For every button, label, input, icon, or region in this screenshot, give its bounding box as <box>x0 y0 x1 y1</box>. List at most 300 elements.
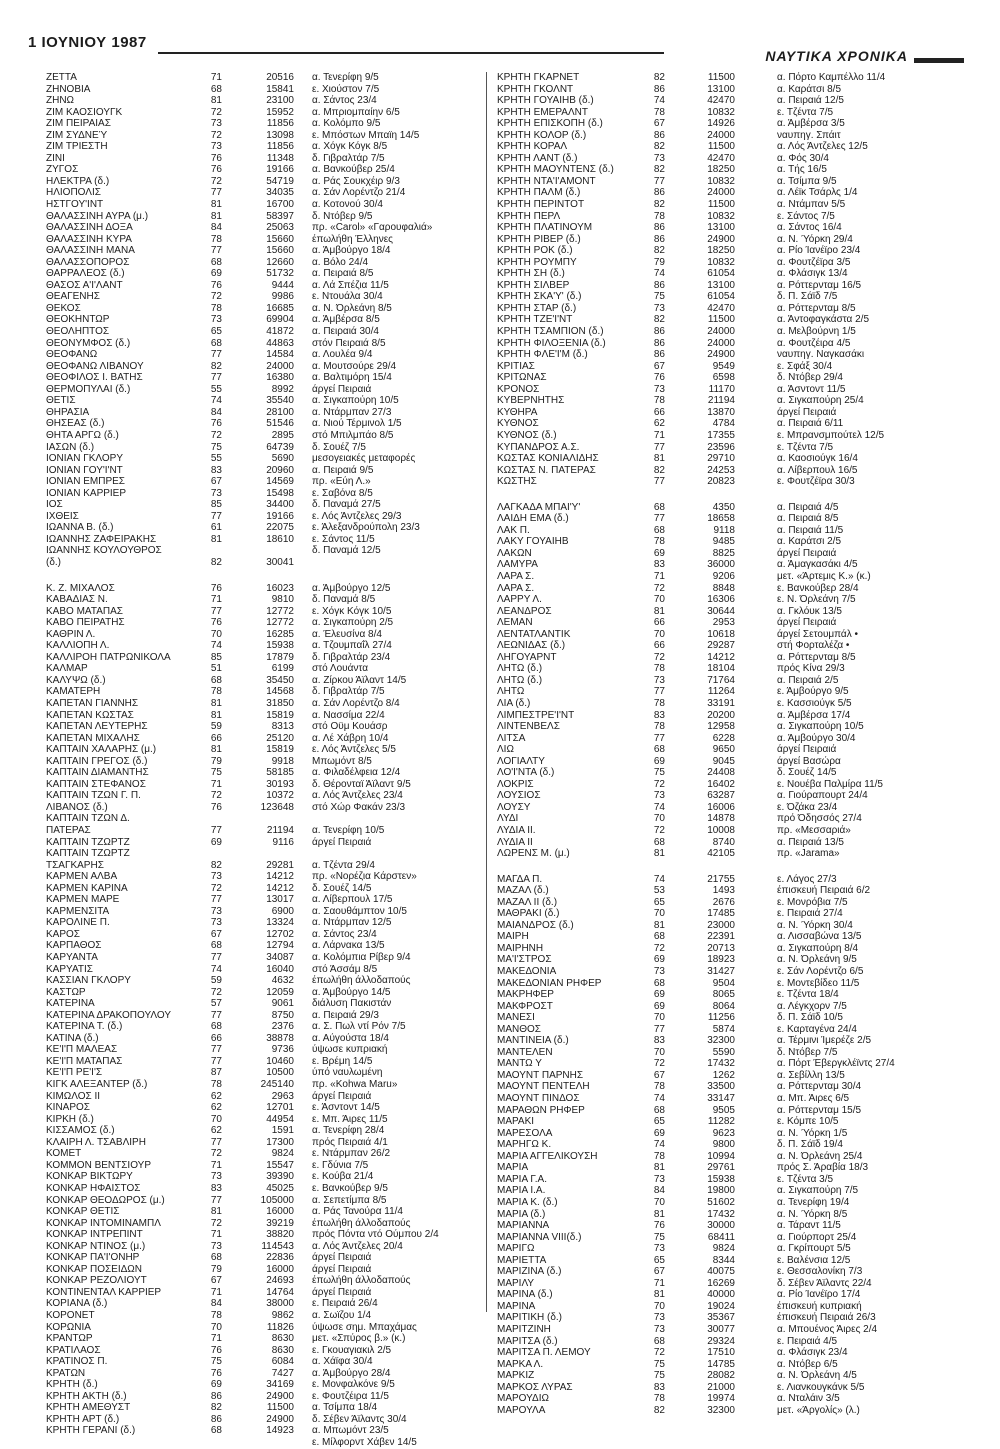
ship-name: ΜΑΡΙΑΝΝΑ VIII(δ.) <box>497 1231 582 1243</box>
ship-year: 79 <box>210 1263 222 1275</box>
ship-tonnage: 18610 <box>266 533 294 545</box>
ship-tonnage: 8992 <box>271 383 294 395</box>
ship-position: ε. Χιούστον 7/5 <box>312 83 380 95</box>
ship-year: 76 <box>210 164 222 176</box>
group-gap <box>497 488 951 502</box>
ship-year: 76 <box>210 279 222 291</box>
ship-year: 82 <box>210 556 222 568</box>
ship-year: 72 <box>210 106 222 118</box>
ship-tonnage: 15819 <box>266 744 294 756</box>
ship-name: ΙΟΝΙΑΝ ΓΚΛΟΡΥ <box>46 453 123 465</box>
ship-position: ε. Τζέντα 18/4 <box>777 989 839 1001</box>
ship-position: δ. Παναμά 8/5 <box>312 594 376 606</box>
ship-name: ΚΑΡΥΑΤΙΣ <box>46 963 93 975</box>
ship-year: 57 <box>210 998 222 1010</box>
ship-name: ΚΟΡΟΝΕΤ <box>46 1309 95 1321</box>
ship-name: ΚΟΝΚΑΡ ΠΟΣΕΙΔΩΝ <box>46 1263 142 1275</box>
ship-year: 82 <box>653 72 665 83</box>
ship-tonnage: 18250 <box>707 245 735 257</box>
page-header <box>28 28 964 62</box>
ship-row <box>46 153 454 165</box>
ship-name: ΛΕΝΤΑΤΛΑΝΤΙΚ <box>497 628 571 640</box>
ship-name: ΛΟΓΙΑΛΤΥ <box>497 755 545 767</box>
ship-year: 66 <box>653 640 665 652</box>
ship-name: ΚΑΡΟΛΙΝΕ Π. <box>46 917 110 929</box>
ship-tonnage: 114543 <box>261 1240 294 1252</box>
ship-tonnage: 8630 <box>271 1333 294 1345</box>
ship-position: α. Καοσιούγκ 16/4 <box>777 453 858 465</box>
ship-year: 75 <box>210 441 222 453</box>
ship-position: μεσογειακές μεταφορές <box>312 453 416 465</box>
ship-year: 73 <box>210 141 222 153</box>
ship-year: 76 <box>210 801 222 813</box>
ship-name: ΘΑΡΡΑΛΕΟΣ (δ.) <box>46 268 125 280</box>
ship-tonnage: 34035 <box>266 187 294 199</box>
ship-tonnage: 38878 <box>266 1032 294 1044</box>
ship-name: ΚΑΣΣΙΑΝ ΓΚΛΟΡΥ <box>46 975 131 987</box>
ship-position: ε. Σαβόνα 8/5 <box>312 487 373 499</box>
ship-row <box>497 361 951 373</box>
ship-name: ΚΛΑΙΡΗ Λ. ΤΣΑΒΛΙΡΗ <box>46 1136 146 1148</box>
ship-position: ε. Ντάρμπαν 26/2 <box>312 1148 391 1160</box>
ship-position: α. Σάντος 16/4 <box>777 222 842 234</box>
ship-name: ΜΑΡΙΑ Γ.Α. <box>497 1173 547 1185</box>
ship-row <box>46 245 454 257</box>
ship-year: 76 <box>653 1220 665 1232</box>
ship-name: ΚΡΗΤΗ ΦΛΕ'Ι'Μ (δ.) <box>497 349 588 361</box>
ship-row <box>46 499 454 511</box>
ship-name: ΖΥΓΟΣ <box>46 164 79 176</box>
ship-row <box>46 361 454 373</box>
ship-year: 81 <box>653 605 665 617</box>
ship-name: ΛΟΥΣΙΟΣ <box>497 790 541 802</box>
ship-row <box>497 954 951 966</box>
ship-tonnage: 24000 <box>707 187 735 199</box>
ship-year: 82 <box>653 1404 665 1416</box>
ship-year: 86 <box>653 129 665 141</box>
ship-name: ΛΗΤΩ (δ.) <box>497 663 543 675</box>
ship-position: στό Μπιλμπάο 8/5 <box>312 429 394 441</box>
ship-name: ΚΡΗΤΗ ΑΜΕΘΥΣΤ <box>46 1402 131 1414</box>
ship-position: α. Ντάρμπαν 27/3 <box>312 406 392 418</box>
ship-position: α. Λισσαβώνα 13/5 <box>777 931 862 943</box>
ship-position: α. Ρίο Ίανέϊρο 23/4 <box>777 245 861 257</box>
ship-year: 86 <box>210 1413 222 1425</box>
ship-position: α. Ν. Όρλεάνη 4/5 <box>777 1370 857 1382</box>
ship-name: ΚΑΣΤΩΡ <box>46 986 86 998</box>
ship-name: ΛΥΔΙΑ ΙΙ <box>497 836 533 848</box>
ship-position: α. Μπωμόντ 23/5 <box>312 1425 389 1437</box>
ship-name: ΘΕΡΜΟΠΥΛΑΙ (δ.) <box>46 383 131 395</box>
ship-name: ΘΕΟΚΗΝΤΩΡ <box>46 314 110 326</box>
ship-tonnage: 54719 <box>266 175 294 187</box>
ship-row <box>46 617 454 629</box>
ship-tonnage: 61054 <box>707 291 735 303</box>
ship-tonnage: 11856 <box>266 118 294 130</box>
ship-name: ΜΑΟΥΝΤ ΠΙΝΔΟΣ <box>497 1093 580 1105</box>
ship-position: α. Φλάσιγκ 23/4 <box>777 1347 848 1359</box>
ship-position: α. Άμβέρσα 17/4 <box>777 709 851 721</box>
ship-position: πρό Όδησσός 27/4 <box>777 813 862 825</box>
ship-year: 75 <box>653 1231 665 1243</box>
ship-row <box>497 395 951 407</box>
ship-tonnage: 15841 <box>266 83 294 95</box>
ship-year: 59 <box>210 721 222 733</box>
ship-position: α. Χάϊφα 30/4 <box>312 1356 373 1368</box>
ship-row <box>497 790 951 802</box>
ship-year: 82 <box>653 164 665 176</box>
ship-position: ε. Γδύνια 7/5 <box>312 1159 369 1171</box>
ship-row <box>46 545 454 557</box>
ship-name: ΚΡΗΤΗ ΑΚΤΗ (δ.) <box>46 1390 127 1402</box>
ship-row <box>497 1151 951 1163</box>
ship-position: α. Βαλτιμόρη 15/4 <box>312 372 392 384</box>
ship-tonnage: 14785 <box>707 1358 735 1370</box>
ship-tonnage: 11500 <box>707 141 735 153</box>
ship-position: α. Νταλάιν 3/5 <box>777 1393 840 1405</box>
ship-year: 75 <box>653 1370 665 1382</box>
ship-row <box>497 407 951 419</box>
ship-name: ΛΩΡΕΝΣ Μ. (μ.) <box>497 848 570 860</box>
ship-position: ε. Μπόστων Μπαϊη 14/5 <box>312 129 420 141</box>
ship-position: α. Λός Άντζελες 12/5 <box>777 141 868 153</box>
ship-row <box>46 164 454 176</box>
ship-row <box>46 952 454 964</box>
ship-tonnage: 24000 <box>266 360 294 372</box>
ship-position: α. Λέϊκ Τσάρλς 1/4 <box>777 187 858 199</box>
ship-year: 72 <box>653 651 665 663</box>
ship-row <box>46 465 454 477</box>
ship-year: 77 <box>210 952 222 964</box>
ship-row <box>46 1079 454 1091</box>
ship-tonnage: 25063 <box>266 222 294 234</box>
ship-name: ΛΑΡΑ Σ. <box>497 582 535 594</box>
ship-name: ΚΡΗΤΗ ΓΚΑΡΝΕΤ <box>497 72 580 83</box>
ship-position: α. Πόρτ Έβεργκλέϊντς 27/4 <box>777 1058 895 1070</box>
ship-year: 82 <box>210 859 222 871</box>
ship-year: 72 <box>653 942 665 954</box>
ship-row <box>46 802 454 814</box>
ship-tonnage: 32300 <box>707 1035 735 1047</box>
ship-name: ΙΩΑΝΝΗΣ ΚΟΥΛΟΥΘΡΟΣ <box>46 545 162 557</box>
ship-tonnage: 10372 <box>266 790 294 802</box>
ship-row <box>497 1278 951 1290</box>
ship-tonnage: 9444 <box>271 279 294 291</box>
ship-row <box>497 571 951 583</box>
ship-row <box>46 1044 454 1056</box>
ship-year: 72 <box>653 1058 665 1070</box>
ship-name: ΛΑΙΔΗ ΕΜΑ (δ.) <box>497 513 569 525</box>
ship-tonnage: 42470 <box>707 95 735 107</box>
ship-position: α. Ρόττερνταμ 15/5 <box>777 1104 862 1116</box>
ship-tonnage: 1262 <box>712 1069 735 1081</box>
ship-name: ΜΑΡΚΑ Λ. <box>497 1358 544 1370</box>
ship-position: πρ. «Νορέζια Κάρστεν» <box>312 871 417 883</box>
ship-tonnage: 2895 <box>271 429 294 441</box>
ship-row <box>497 222 951 234</box>
ship-year: 76 <box>210 1367 222 1379</box>
ship-year: 69 <box>653 1000 665 1012</box>
ship-year: 86 <box>653 279 665 291</box>
ship-year: 83 <box>653 1035 665 1047</box>
ship-name: ΚΑΠΤΑΙΝ ΤΖΩΝ Γ. Π. <box>46 790 141 802</box>
ship-row <box>497 257 951 269</box>
ship-year: 74 <box>653 873 665 885</box>
ship-name: ΚΥΠΑΝΔΡΟΣ Α.Σ. <box>497 441 580 453</box>
ship-name: ΚΑΤΕΡΙΝΑ ΔΡΑΚΟΠΟΥΛΟΥ <box>46 1009 172 1021</box>
ship-tonnage: 12794 <box>266 940 294 952</box>
ship-year: 82 <box>210 360 222 372</box>
ship-year: 76 <box>210 418 222 430</box>
ship-year: 78 <box>210 302 222 314</box>
ship-position: ε. Καρταγένα 24/4 <box>777 1023 857 1035</box>
ship-year: 73 <box>653 790 665 802</box>
ship-year: 72 <box>653 778 665 790</box>
ship-position: α. Ν. Ύόρκη 29/4 <box>777 233 853 245</box>
ship-position: α. Πειραιά 11/5 <box>777 524 844 536</box>
ship-position: δ. Σουέζ 14/5 <box>312 882 372 894</box>
ship-year: 82 <box>653 141 665 153</box>
ship-name: ΗΛΕΚΤΡΑ (δ.) <box>46 175 110 187</box>
ship-name: ΚΑΡΜΕΝ ΜΑΡΕ <box>46 894 120 906</box>
ship-position: α. Σάντος 23/4 <box>312 95 377 107</box>
ship-year: 68 <box>210 256 222 268</box>
ship-position: ε. Λάγος 27/3 <box>777 873 837 885</box>
ship-name: ΚΥΘΝΟΣ <box>497 418 539 430</box>
ship-row <box>497 1232 951 1244</box>
ship-position: έπισκευή Πειραιά 6/2 <box>777 885 871 897</box>
ship-year: 70 <box>653 908 665 920</box>
ship-name: ΛΕΩΝΙΔΑΣ (δ.) <box>497 640 566 652</box>
ship-position: α. Ν. Όρλεάνη 8/5 <box>312 302 392 314</box>
ship-name: ΚΑΤΙΝΑ (δ.) <box>46 1032 99 1044</box>
ship-row <box>497 698 951 710</box>
ship-row <box>497 721 951 733</box>
ship-position: α. Κολόμπια Ρίβερ 9/4 <box>312 952 411 964</box>
ship-position: δ. Σέβεν Άϊλαντς 22/4 <box>777 1277 872 1289</box>
ship-row <box>46 534 454 546</box>
ship-year: 75 <box>653 291 665 303</box>
ship-row <box>497 594 951 606</box>
ship-name: ΚΟΝΚΑΡ ΘΕΤΙΣ <box>46 1206 120 1218</box>
ship-tonnage: 36000 <box>707 559 735 571</box>
ship-row <box>46 234 454 246</box>
ship-row <box>46 1345 454 1357</box>
ship-row <box>497 84 951 96</box>
ship-tonnage: 8825 <box>712 547 735 559</box>
ship-name: ΚΟΝΚΑΡ ΘΕΟΔΩΡΟΣ (μ.) <box>46 1194 165 1206</box>
ship-row <box>497 710 951 722</box>
ship-year: 81 <box>653 1162 665 1174</box>
ship-tonnage: 30000 <box>707 1220 735 1232</box>
ship-year: 70 <box>653 813 665 825</box>
ship-year: 72 <box>210 291 222 303</box>
ship-name: ΜΑΡΟΥΔΙΩ <box>497 1393 549 1405</box>
ship-year: 78 <box>210 686 222 698</box>
ship-name: ΚΡΗΤΗ ΤΖΕ'Ι'ΝΤ <box>497 314 573 326</box>
ship-name: ΚΡΗΤΗ ΦΙΛΟΞΕΝΙΑ (δ.) <box>497 337 606 349</box>
ship-year: 78 <box>210 233 222 245</box>
ship-name: ΚΑΡΥΑΝΤΑ <box>46 952 98 964</box>
ship-name: ΜΑΡΗΓΩ Κ. <box>497 1139 552 1151</box>
ship-name: ΚΡΗΤΗ ΠΑΛΜ (δ.) <box>497 187 581 199</box>
ship-tonnage: 21194 <box>266 825 294 836</box>
ship-tonnage: 17355 <box>707 429 735 441</box>
ship-position: α. Πειραιά 12/5 <box>777 95 844 107</box>
ship-year: 77 <box>210 510 222 522</box>
ship-position: ε. Μονφαλκόνε 9/5 <box>312 1379 395 1391</box>
ship-tonnage: 16685 <box>266 302 294 314</box>
ship-row <box>497 1035 951 1047</box>
ship-position: α. Ν. Ύόρκη 30/4 <box>777 919 853 931</box>
ship-name: ΚΑΛΥΨΩ (δ.) <box>46 674 106 686</box>
ship-tonnage: 20960 <box>266 464 294 476</box>
ship-tonnage: 31850 <box>266 697 294 709</box>
ship-tonnage: 4784 <box>712 418 735 430</box>
ship-name: ΘΑΛΑΣΣΙΝΗ ΑΥΡΑ (μ.) <box>46 210 149 222</box>
ship-position: στό Οϋμ Κουάσρ <box>312 721 388 733</box>
ship-row <box>46 1275 454 1287</box>
ship-name: ΛΙΜΠΕΣΤΡΕ'Ι'ΝΤ <box>497 709 575 721</box>
ship-position: α. Καράτσι 8/5 <box>777 83 842 95</box>
ship-row <box>497 874 951 886</box>
ship-year: 78 <box>653 536 665 548</box>
ship-tonnage: 19024 <box>707 1300 735 1312</box>
ship-name: ΚΑΒΟ ΠΕΙΡΑΤΗΣ <box>46 617 125 629</box>
ship-row <box>46 407 454 419</box>
ship-row <box>497 1058 951 1070</box>
ship-row <box>46 141 454 153</box>
ship-year: 81 <box>210 533 222 545</box>
ship-row <box>497 837 951 849</box>
ship-tonnage: 30041 <box>266 556 294 568</box>
ship-position: ε. Βανκούβερ 28/4 <box>777 582 859 594</box>
ship-year: 84 <box>210 406 222 418</box>
ship-tonnage: 30077 <box>707 1323 735 1335</box>
ship-position: ε. Ντουάλα 30/4 <box>312 291 383 303</box>
ship-name: ΚΩΣΤΗΣ <box>497 476 537 488</box>
ship-tonnage: 34169 <box>266 1379 294 1391</box>
ship-name: ΚΩΣΤΑΣ Ν. ΠΑΤΕΡΑΣ <box>497 464 596 476</box>
ship-year: 81 <box>210 95 222 107</box>
ship-name: ΚΟΝΚΑΡ ΡΕΖΟΛΙΟΥΤ <box>46 1275 147 1287</box>
ship-position: α. Τής 16/5 <box>777 164 827 176</box>
ship-year: 81 <box>210 1206 222 1218</box>
ship-year: 71 <box>210 1286 222 1298</box>
ship-year: 77 <box>653 441 665 453</box>
ship-year: 72 <box>210 129 222 141</box>
ship-position: α. Λέ Χάβρη 10/4 <box>312 732 389 744</box>
ship-year: 69 <box>653 989 665 1001</box>
ship-position: α. Λάρνακα 13/5 <box>312 940 385 952</box>
ship-row <box>497 1370 951 1382</box>
ship-row <box>497 931 951 943</box>
ship-name: ΛΗΓΟΥΑΡΝΤ <box>497 651 557 663</box>
ship-name: ΜΑΡΙΑ ΑΓΓΕΛΙΚΟΥΣΗ <box>497 1150 598 1162</box>
ship-position: ε. Πειραιά 27/4 <box>777 908 843 920</box>
ship-row <box>46 557 454 569</box>
ship-year: 86 <box>653 337 665 349</box>
ship-tonnage: 42470 <box>707 302 735 314</box>
ship-position: δ. Ντόβερ 9/5 <box>312 210 373 222</box>
ship-tonnage: 16285 <box>266 628 294 640</box>
ship-row <box>497 640 951 652</box>
ship-position: α. Άμαγκασάκι 4/5 <box>777 559 858 571</box>
ship-row <box>46 906 454 918</box>
ship-year: 72 <box>210 790 222 802</box>
ship-year: 78 <box>653 663 665 675</box>
ship-position: α. Πειραιά 9/5 <box>312 464 374 476</box>
ship-year: 70 <box>653 1196 665 1208</box>
ship-year: 81 <box>210 210 222 222</box>
ship-name: ΜΑΟΥΝΤ ΠΑΡΝΗΣ <box>497 1069 584 1081</box>
ship-name: ΙΟΝΙΑΝ ΓΟΥ'Ι'ΝΤ <box>46 464 123 476</box>
ship-row <box>46 1091 454 1103</box>
ship-name: ΚΑΠΤΑΙΝ ΓΡΕΓΟΣ (δ.) <box>46 755 148 767</box>
ship-tonnage: 9116 <box>272 836 294 848</box>
ship-row <box>497 349 951 361</box>
ship-name: ΜΑΡΙΖΙΝΑ (δ.) <box>497 1266 562 1278</box>
ship-tonnage: 21194 <box>707 395 735 407</box>
ship-position: α. Λέγκχορν 7/5 <box>777 1000 847 1012</box>
ship-year: 73 <box>210 118 222 130</box>
ship-position: α. Ρόττερνταμ 8/5 <box>777 302 856 314</box>
ship-year: 74 <box>653 1093 665 1105</box>
ship-name: ΚΟΝΤΙΝΕΝΤΑΛ ΚΑΡΡΙΕΡ <box>46 1286 162 1298</box>
ship-row <box>46 640 454 652</box>
ship-tonnage: 21000 <box>707 1381 735 1393</box>
ship-year: 78 <box>653 721 665 733</box>
ship-year: 68 <box>210 940 222 952</box>
ship-tonnage: 20823 <box>707 476 735 488</box>
ship-row <box>46 303 454 315</box>
group-gap <box>497 860 951 874</box>
ship-position: ε. Χόγκ Κόγκ 10/5 <box>312 605 392 617</box>
ship-tonnage: 17300 <box>266 1136 294 1148</box>
ship-position: ύψωσε κυπριακή <box>312 1044 388 1056</box>
ship-year: 73 <box>653 1312 665 1324</box>
ship-row <box>46 1414 454 1426</box>
ship-row <box>497 943 951 955</box>
ship-tonnage: 15498 <box>266 487 294 499</box>
ship-year: 73 <box>210 1240 222 1252</box>
ship-tonnage: 9736 <box>271 1044 294 1056</box>
ship-tonnage: 16306 <box>707 594 735 606</box>
ship-name: ΗΛΙΟΠΟΛΙΣ <box>46 187 101 199</box>
ship-position: άργεί Πειραιά <box>777 406 837 418</box>
ship-name: ΜΑΚΕΔΟΝΙΑΝ ΡΗΦΕΡ <box>497 977 602 989</box>
ship-position: πρός Κίνα 29/3 <box>777 663 845 675</box>
ship-tonnage: 9918 <box>271 755 294 767</box>
ship-tonnage: 58397 <box>266 210 294 222</box>
ship-row <box>497 211 951 223</box>
ship-year: 73 <box>210 917 222 929</box>
ship-name: ΚΡΗΤΗ ΠΕΡΙΝΤΟΤ <box>497 199 585 211</box>
ship-year: 78 <box>653 1081 665 1093</box>
ship-name: ΜΑΓΔΑ Π. <box>497 873 543 885</box>
ship-position: α. Πειραιά 8/5 <box>312 268 374 280</box>
ship-position: α. Σιγκαπούρη 7/5 <box>777 1185 859 1197</box>
ship-year: 70 <box>653 1046 665 1058</box>
ship-position: ύπό ναυλωμένη <box>312 1067 383 1079</box>
ship-name: ΛΟΚΡΙΣ <box>497 778 534 790</box>
ship-name: ΛΙΝΤΕΝΒΕΛΣ <box>497 721 560 733</box>
ship-row <box>497 338 951 350</box>
ship-name: ΘΑΛΑΣΣΟΠΟΡΟΣ <box>46 256 130 268</box>
ship-tonnage: 15660 <box>266 233 294 245</box>
ship-tonnage: 14764 <box>266 1286 294 1298</box>
ship-year: 73 <box>210 871 222 883</box>
